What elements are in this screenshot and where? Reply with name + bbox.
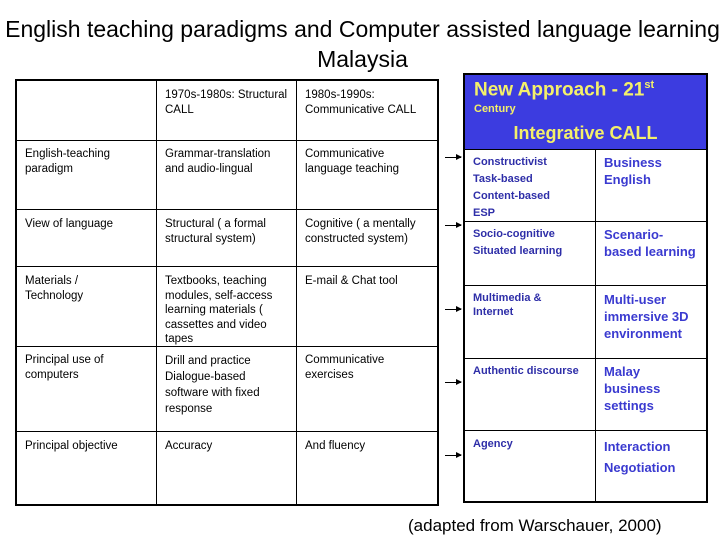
table-cell: Textbooks, teaching modules, self-access learning materials ( cassettes and video tapes bbox=[165, 275, 273, 345]
table-cell: Authentic discourse bbox=[473, 365, 579, 377]
divider bbox=[465, 149, 706, 150]
new-approach-heading: New Approach - 21 bbox=[474, 79, 645, 101]
table-cell: E-mail & Chat tool bbox=[305, 275, 398, 287]
divider bbox=[465, 358, 706, 359]
divider bbox=[17, 266, 437, 267]
table-cell: Malay business settings bbox=[604, 364, 661, 413]
source-citation: (adapted from Warschauer, 2000) bbox=[408, 516, 662, 535]
row-label: Materials / Technology bbox=[25, 275, 84, 302]
table-cell: Communicative language teaching bbox=[305, 148, 399, 175]
slide-title: English teaching paradigms and Computer assisted language learning Malaysia bbox=[5, 16, 720, 72]
table-cell: Cognitive ( a mentally constructed system) bbox=[305, 218, 416, 245]
integrative-call-table bbox=[463, 73, 708, 503]
table-cell: Constructivist Task-based Content-based ESP bbox=[473, 156, 550, 219]
table-cell: Agency bbox=[473, 438, 513, 450]
table-cell: Multimedia & Internet bbox=[473, 292, 542, 318]
arrow-icon bbox=[445, 455, 461, 456]
arrow-icon bbox=[445, 309, 461, 310]
arrow-icon bbox=[445, 157, 461, 158]
divider bbox=[465, 430, 706, 431]
table-cell: Accuracy bbox=[165, 440, 213, 452]
row-label: Principal objective bbox=[25, 440, 118, 452]
header-communicative: 1980s-1990s: Communicative CALL bbox=[305, 89, 417, 116]
table-cell: Scenario-based learning bbox=[604, 227, 696, 259]
integrative-call-header bbox=[465, 75, 706, 149]
century-label: Century bbox=[474, 103, 516, 115]
integrative-call-title: Integrative CALL bbox=[513, 123, 658, 143]
divider bbox=[465, 285, 706, 286]
arrow-icon bbox=[445, 225, 461, 226]
table-cell: Socio-cognitive Situated learning bbox=[473, 228, 563, 257]
divider bbox=[17, 140, 437, 141]
table-cell: Communicative exercises bbox=[305, 354, 385, 381]
table-cell: Structural ( a formal structural system) bbox=[165, 218, 266, 245]
table-cell: Drill and practice Dialogue-based software with fixed response bbox=[165, 355, 260, 415]
heading-superscript: st bbox=[644, 79, 655, 91]
table-cell: And fluency bbox=[305, 440, 366, 452]
call-eras-table bbox=[15, 79, 439, 506]
header-structural: 1970s-1980s: Structural CALL bbox=[165, 89, 288, 116]
table-cell: Grammar-translation and audio-lingual bbox=[165, 148, 271, 175]
table-cell: Multi-user immersive 3D environment bbox=[604, 292, 689, 341]
row-label: Principal use of computers bbox=[25, 354, 104, 381]
row-label: View of language bbox=[25, 218, 114, 230]
arrow-icon bbox=[445, 382, 461, 383]
row-label: English-teaching paradigm bbox=[25, 148, 111, 175]
table-cell: Interaction Negotiation bbox=[604, 439, 676, 475]
table-cell: Business English bbox=[604, 155, 662, 187]
divider bbox=[17, 431, 437, 432]
divider bbox=[17, 209, 437, 210]
